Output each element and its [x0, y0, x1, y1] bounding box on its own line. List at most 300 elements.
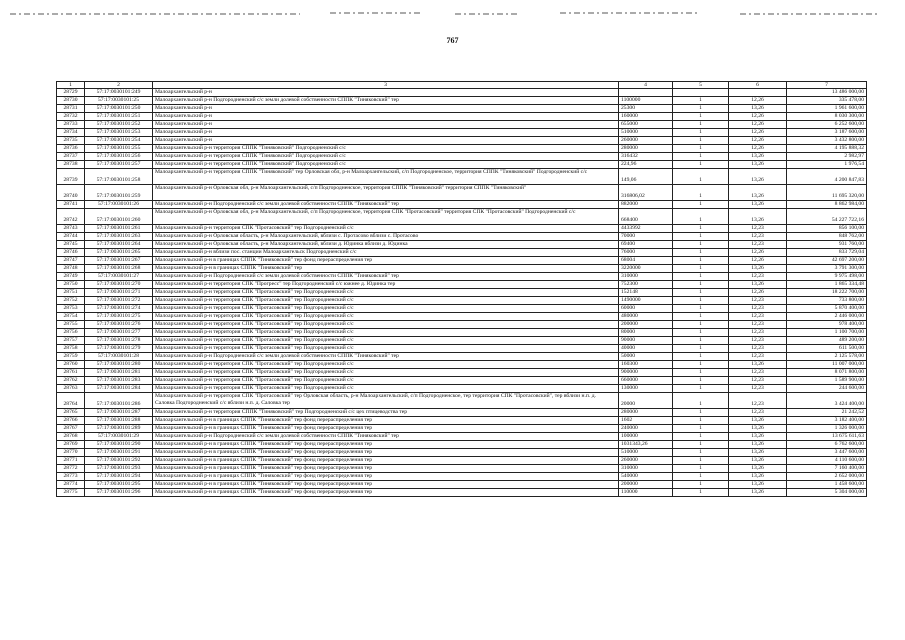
row-number: 28766 — [57, 417, 85, 425]
cadastral-number: 57:17:0030101:283 — [85, 377, 153, 385]
table-row — [57, 137, 867, 145]
scan-edge-marks — [0, 8, 905, 22]
cadastral-value: 54 227 722,16 — [787, 209, 867, 225]
rate-value: 12,26 — [729, 97, 787, 105]
table-row — [57, 129, 867, 137]
share-value — [673, 89, 729, 97]
table-row — [57, 313, 867, 321]
location-description: Малоархангельский р-н Подгородненский с/с земли долевой собственности СППК "Тиняковский" тер — [153, 201, 619, 209]
rate-value: 13,26 — [729, 361, 787, 369]
cadastral-value: 978 400,00 — [787, 321, 867, 329]
cadastral-value: 4 200 847,83 — [787, 169, 867, 185]
cadastral-value: 5 304 000,00 — [787, 489, 867, 497]
cadastral-number: 57:17:0030101:293 — [85, 465, 153, 473]
area-value: 1602 — [619, 417, 673, 425]
rate-value: 12,23 — [729, 409, 787, 417]
rate-value: 12,23 — [729, 385, 787, 393]
location-description: Малоархангельский р-н территория СПК "Протасовский" тер Подгородненский с/с — [153, 305, 619, 313]
row-number: 28758 — [57, 345, 85, 353]
cadastral-number: 57:17:0030101:257 — [85, 161, 153, 169]
row-number: 28730 — [57, 97, 85, 105]
area-value: 68004 — [619, 257, 673, 265]
table-row — [57, 105, 867, 113]
cadastral-value: 3 447 600,00 — [787, 449, 867, 457]
area-value: 280000 — [619, 409, 673, 417]
header-col-2: 2 — [85, 82, 153, 89]
area-value: 149,06 — [619, 169, 673, 185]
area-value: 668400 — [619, 209, 673, 225]
cadastral-value: 833 729,04 — [787, 249, 867, 257]
cadastral-value: 1 589 900,00 — [787, 377, 867, 385]
cadastral-value: 13 675 611,63 — [787, 433, 867, 441]
row-number: 28738 — [57, 161, 85, 169]
share-value: 1 — [673, 433, 729, 441]
rate-value: 12,23 — [729, 353, 787, 361]
cadastral-value: 1 961 600,00 — [787, 105, 867, 113]
row-number: 28745 — [57, 241, 85, 249]
table-row — [57, 369, 867, 377]
share-value: 1 — [673, 273, 729, 281]
table-row — [57, 337, 867, 345]
cadastral-value: 3 791 300,00 — [787, 265, 867, 273]
rate-value: 13,26 — [729, 265, 787, 273]
share-value: 1 — [673, 233, 729, 241]
cadastral-value: 4 195 888,32 — [787, 145, 867, 153]
area-value: 510000 — [619, 129, 673, 137]
table-row — [57, 265, 867, 273]
cadastral-number: 57:17:0030101:296 — [85, 489, 153, 497]
rate-value: 13,26 — [729, 465, 787, 473]
rate-value: 12,23 — [729, 233, 787, 241]
row-number: 28751 — [57, 289, 85, 297]
row-number: 28772 — [57, 465, 85, 473]
cadastral-value: 11 695 320,00 — [787, 185, 867, 201]
cadastral-number: 57:17:0030101:25 — [85, 97, 153, 105]
row-number: 28759 — [57, 353, 85, 361]
area-value: 260000 — [619, 137, 673, 145]
cadastral-number: 57:17:0030101:274 — [85, 305, 153, 313]
rate-value: 13,26 — [729, 417, 787, 425]
table-row — [57, 417, 867, 425]
location-description: Малоархангельский р-н вблизи пос. станции Малоархангельск Подгородненский с/с — [153, 249, 619, 257]
share-value: 1 — [673, 129, 729, 137]
row-number: 28743 — [57, 225, 85, 233]
area-value: 752300 — [619, 281, 673, 289]
cadastral-number: 57:17:0030101:275 — [85, 313, 153, 321]
row-number: 28756 — [57, 329, 85, 337]
rate-value: 12,23 — [729, 297, 787, 305]
cadastral-number: 57:17:0030101:291 — [85, 449, 153, 457]
cadastral-number: 57:17:0030101:251 — [85, 113, 153, 121]
cadastral-value: 1 100 700,00 — [787, 329, 867, 337]
cadastral-number: 57:17:0030101:276 — [85, 321, 153, 329]
rate-value: 12,23 — [729, 225, 787, 233]
cadastral-number: 57:17:0030101:287 — [85, 409, 153, 417]
row-number: 28737 — [57, 153, 85, 161]
table-row — [57, 233, 867, 241]
row-number: 28762 — [57, 377, 85, 385]
row-number: 28733 — [57, 121, 85, 129]
cadastral-number: 57:17:0030101:26 — [85, 201, 153, 209]
table-row — [57, 89, 867, 97]
area-value: 152148 — [619, 289, 673, 297]
row-number: 28729 — [57, 89, 85, 97]
rate-value: 12,23 — [729, 377, 787, 385]
table-row — [57, 489, 867, 497]
header-col-7: 7 — [787, 82, 867, 89]
table-row — [57, 425, 867, 433]
location-description: Малоархангельский р-н в границах СППК "Тиняковский" тер фонд перераспределения тер — [153, 449, 619, 457]
cadastral-value: 3 182 400,00 — [787, 417, 867, 425]
table-row — [57, 481, 867, 489]
area-value: 160000 — [619, 113, 673, 121]
cadastral-value: 8 071 800,00 — [787, 369, 867, 377]
row-number: 28773 — [57, 473, 85, 481]
cadastral-number: 57:17:0030101:284 — [85, 385, 153, 393]
row-number: 28750 — [57, 281, 85, 289]
area-value: 50000 — [619, 353, 673, 361]
share-value: 1 — [673, 345, 729, 353]
cadastral-value: 611 500,00 — [787, 345, 867, 353]
location-description: Малоархангельский р-н Орловская область, р-н Малоархангельский, вблизи д. Юдинка вблизи д. Юдинка — [153, 241, 619, 249]
row-number: 28774 — [57, 481, 85, 489]
cadastral-value: 2 652 000,00 — [787, 473, 867, 481]
share-value: 1 — [673, 457, 729, 465]
rate-value: 12,26 — [729, 249, 787, 257]
location-description: Малоархангельский р-н территория СПК "Протасовский" тер Подгородненский с/с — [153, 337, 619, 345]
cadastral-number: 57:17:0030101:254 — [85, 137, 153, 145]
share-value: 1 — [673, 113, 729, 121]
row-number: 28771 — [57, 457, 85, 465]
area-value: 60000 — [619, 305, 673, 313]
rate-value: 13,26 — [729, 105, 787, 113]
share-value: 1 — [673, 329, 729, 337]
area-value: 4433992 — [619, 225, 673, 233]
cadastral-value: 2 982,97 — [787, 153, 867, 161]
rate-value: 13,26 — [729, 433, 787, 441]
share-value: 1 — [673, 337, 729, 345]
share-value: 1 — [673, 377, 729, 385]
rate-value: 13,26 — [729, 161, 787, 169]
location-description: Малоархангельский р-н территория СПК "Прогресс" тер Подгородненский с/с южнее д. Юдинка тер — [153, 281, 619, 289]
cadastral-value: 5 870 400,00 — [787, 305, 867, 313]
share-value: 1 — [673, 409, 729, 417]
location-description: Малоархангельский р-н — [153, 121, 619, 129]
area-value: 80000 — [619, 329, 673, 337]
table-row — [57, 345, 867, 353]
share-value: 1 — [673, 169, 729, 185]
cadastral-number: 57:17:0030101:255 — [85, 145, 153, 153]
location-description: Малоархангельский р-н в границах СППК "Тиняковский" тер фонд перераспределения тер — [153, 465, 619, 473]
location-description: Малоархангельский р-н территория СППК "Тиняковский" тер Орловская обл, р-н Малоархангельский, с/п Подгородненское, территория СППК "Тиняковский" Подгородненский с/с — [153, 169, 619, 185]
area-value: 882000 — [619, 201, 673, 209]
location-description: Малоархангельский р-н — [153, 129, 619, 137]
cadastral-value: 9 975 498,00 — [787, 273, 867, 281]
header-col-1: 1 — [57, 82, 85, 89]
location-description: Малоархангельский р-н территория СПК "Протасовский" тер Подгородненский с/с — [153, 377, 619, 385]
share-value: 1 — [673, 385, 729, 393]
table-row — [57, 297, 867, 305]
rate-value: 13,26 — [729, 169, 787, 185]
share-value: 1 — [673, 265, 729, 273]
row-number: 28760 — [57, 361, 85, 369]
cadastral-value: 2 125 578,00 — [787, 353, 867, 361]
location-description: Малоархангельский р-н территория СПК "Протасовский" тер Подгородненский с/с — [153, 369, 619, 377]
cadastral-number: 57:17:0030101:250 — [85, 105, 153, 113]
cadastral-number: 57:17:0030101:27 — [85, 273, 153, 281]
cadastral-number: 57:17:0030101:265 — [85, 249, 153, 257]
cadastral-value: 3 187 600,00 — [787, 129, 867, 137]
rate-value: 12,23 — [729, 345, 787, 353]
cadastral-number: 57:17:0030101:253 — [85, 129, 153, 137]
header-col-6: 6 — [729, 82, 787, 89]
area-value: 280000 — [619, 145, 673, 153]
cadastral-number: 57:17:0030101:261 — [85, 225, 153, 233]
table-row — [57, 465, 867, 473]
row-number: 28752 — [57, 297, 85, 305]
location-description: Малоархангельский р-н в границах СППК "Тиняковский" тер фонд перераспределения тер — [153, 489, 619, 497]
cadastral-value: 18 222 700,00 — [787, 289, 867, 297]
rate-value: 13,26 — [729, 473, 787, 481]
rate-value: 13,26 — [729, 185, 787, 201]
row-number: 28742 — [57, 209, 85, 225]
row-number: 28740 — [57, 185, 85, 201]
rate-value: 12,23 — [729, 329, 787, 337]
rate-value: 12,23 — [729, 393, 787, 409]
cadastral-value: 21 242,52 — [787, 409, 867, 417]
cadastral-value: 42 697 200,00 — [787, 257, 867, 265]
table-row — [57, 145, 867, 153]
area-value: 316432 — [619, 153, 673, 161]
rate-value: 12,26 — [729, 121, 787, 129]
cadastral-value: 4 110 600,00 — [787, 457, 867, 465]
location-description: Малоархангельский р-н территория СППК "Тиняковский" Подгородненский с/с — [153, 161, 619, 169]
share-value: 1 — [673, 313, 729, 321]
location-description: Малоархангельский р-н территория СПК "Протасовский" тер Подгородненский с/с — [153, 289, 619, 297]
area-value: 1100000 — [619, 97, 673, 105]
table-row — [57, 385, 867, 393]
row-number: 28754 — [57, 313, 85, 321]
area-value: 316806,02 — [619, 185, 673, 201]
area-value — [619, 89, 673, 97]
table-row — [57, 281, 867, 289]
location-description: Малоархангельский р-н — [153, 113, 619, 121]
area-value: 660000 — [619, 377, 673, 385]
area-value: 40000 — [619, 345, 673, 353]
share-value: 1 — [673, 257, 729, 265]
area-value: 510000 — [619, 449, 673, 457]
cadastral-number: 57:17:0030101:286 — [85, 393, 153, 409]
location-description: Малоархангельский р-н территория СПК "Протасовский" тер Подгородненский с/с — [153, 313, 619, 321]
location-description: Малоархангельский р-н территория СПК "Протасовский" тер Подгородненский с/с — [153, 345, 619, 353]
share-value: 1 — [673, 465, 729, 473]
location-description: Малоархангельский р-н — [153, 89, 619, 97]
table-row — [57, 153, 867, 161]
rate-value: 13,26 — [729, 489, 787, 497]
rate-value — [729, 89, 787, 97]
share-value: 1 — [673, 297, 729, 305]
rate-value: 12,26 — [729, 289, 787, 297]
cadastral-number: 57:17:0030101:252 — [85, 121, 153, 129]
row-number: 28765 — [57, 409, 85, 417]
cadastral-number: 57:17:0030101:280 — [85, 361, 153, 369]
location-description: Малоархангельский р-н в границах СППК "Тиняковский" тер фонд перераспределения тер — [153, 481, 619, 489]
share-value: 1 — [673, 209, 729, 225]
row-number: 28775 — [57, 489, 85, 497]
location-description: Малоархангельский р-н территория СППК "Тиняковский" Подгородненский с/с — [153, 153, 619, 161]
cadastral-number: 57:17:0030101:290 — [85, 441, 153, 449]
share-value: 1 — [673, 137, 729, 145]
row-number: 28744 — [57, 233, 85, 241]
rate-value: 12,26 — [729, 129, 787, 137]
location-description: Малоархангельский р-н в границах СППК "Тиняковский" тер фонд перераспределения тер — [153, 457, 619, 465]
location-description: Малоархангельский р-н территория СПК "Протасовский" тер Подгородненский с/с — [153, 321, 619, 329]
table-row — [57, 377, 867, 385]
table-row — [57, 409, 867, 417]
cadastral-value: 8 030 300,00 — [787, 113, 867, 121]
cadastral-value: 13 486 000,00 — [787, 89, 867, 97]
rate-value: 13,26 — [729, 481, 787, 489]
area-value: 1031343,26 — [619, 441, 673, 449]
rate-value: 12,23 — [729, 313, 787, 321]
cadastral-number: 57:17:0030101:281 — [85, 369, 153, 377]
row-number: 28757 — [57, 337, 85, 345]
location-description: Малоархангельский р-н в границах СППК "Тиняковский" тер фонд перераспределения тер — [153, 417, 619, 425]
header-col-3: 3 — [153, 82, 619, 89]
cadastral-number: 57:17:0030101:277 — [85, 329, 153, 337]
location-description: Малоархангельский р-н территория СПК "Протасовский" тер Подгородненский с/с — [153, 225, 619, 233]
cadastral-number: 57:17:0030101:258 — [85, 169, 153, 185]
rate-value: 12,26 — [729, 113, 787, 121]
share-value: 1 — [673, 473, 729, 481]
share-value: 1 — [673, 281, 729, 289]
cadastral-value: 1 326 000,00 — [787, 425, 867, 433]
table-row — [57, 353, 867, 361]
row-number: 28769 — [57, 441, 85, 449]
share-value: 1 — [673, 289, 729, 297]
rate-value: 13,26 — [729, 153, 787, 161]
table-row — [57, 169, 867, 185]
row-number: 28741 — [57, 201, 85, 209]
share-value: 1 — [673, 489, 729, 497]
location-description: Малоархангельский р-н территория СПК "Протасовский" тер Орловская область, р-н Малоархангельский, с/п Подгородненское, тер территория СПК "Протасовский", тер вблизи н.п. д. Саловка Подгородненский с/с вблизи н.п. д. Саловка тер — [153, 393, 619, 409]
location-description: Малоархангельский р-н территория СПК "Протасовский" тер Подгородненский с/с — [153, 361, 619, 369]
table-row — [57, 121, 867, 129]
share-value: 1 — [673, 425, 729, 433]
location-description: Малоархангельский р-н территория СППК "Тиняковский" тер Подгородненский с/с цех птицеводства тер — [153, 409, 619, 417]
area-value: 3220000 — [619, 265, 673, 273]
cadastral-number: 57:17:0030101:259 — [85, 185, 153, 201]
area-value: 224,96 — [619, 161, 673, 169]
table-row — [57, 289, 867, 297]
cadastral-value: 3 432 800,00 — [787, 137, 867, 145]
cadastral-number: 57:17:0030101:28 — [85, 353, 153, 361]
row-number: 28770 — [57, 449, 85, 457]
area-value: 130000 — [619, 385, 673, 393]
table-row — [57, 361, 867, 369]
cadastral-value: 6 762 600,00 — [787, 441, 867, 449]
rate-value: 13,26 — [729, 449, 787, 457]
table-row — [57, 433, 867, 441]
cadastral-number: 57:17:0030101:249 — [85, 89, 153, 97]
rate-value: 13,26 — [729, 425, 787, 433]
area-value: 110000 — [619, 489, 673, 497]
header-col-4: 4 — [619, 82, 673, 89]
area-value: 260000 — [619, 457, 673, 465]
row-number: 28768 — [57, 433, 85, 441]
location-description: Малоархангельский р-н Орловская область, р-н Малоархангельский, вблизи с. Протасово вблизи с. Протасово — [153, 233, 619, 241]
rate-value: 12,26 — [729, 257, 787, 265]
table-header-row — [57, 82, 867, 89]
area-value: 310000 — [619, 273, 673, 281]
cadastral-value: 1 458 600,00 — [787, 481, 867, 489]
cadastral-number: 57:17:0030101:268 — [85, 265, 153, 273]
share-value: 1 — [673, 97, 729, 105]
cadastral-value: 8 862 984,00 — [787, 201, 867, 209]
cadastral-number: 57:17:0030101:272 — [85, 297, 153, 305]
rate-value: 13,26 — [729, 209, 787, 225]
location-description: Малоархангельский р-н — [153, 105, 619, 113]
location-description: Малоархангельский р-н в границах СППК "Тиняковский" тер фонд перераспределения тер — [153, 441, 619, 449]
cadastral-value: 11 007 000,00 — [787, 361, 867, 369]
share-value: 1 — [673, 369, 729, 377]
area-value: 480000 — [619, 313, 673, 321]
row-number: 28748 — [57, 265, 85, 273]
cadastral-value: 856 100,00 — [787, 225, 867, 233]
rate-value: 13,26 — [729, 201, 787, 209]
share-value: 1 — [673, 449, 729, 457]
share-value: 1 — [673, 417, 729, 425]
table-row — [57, 209, 867, 225]
row-number: 28749 — [57, 273, 85, 281]
row-number: 28732 — [57, 113, 85, 121]
rate-value: 12,23 — [729, 337, 787, 345]
area-value: 69400 — [619, 241, 673, 249]
cadastral-value: 848 762,00 — [787, 233, 867, 241]
table-row — [57, 241, 867, 249]
share-value: 1 — [673, 481, 729, 489]
location-description: Малоархангельский р-н территория СППК "Тиняковский" Подгородненский с/с — [153, 145, 619, 153]
location-description: Малоархангельский р-н — [153, 137, 619, 145]
rate-value: 13,26 — [729, 441, 787, 449]
table-row — [57, 473, 867, 481]
location-description: Малоархангельский р-н Орловская обл, р-н Малоархангельский, с/п Подгородненское, территория СППК "Тиняковский" территория СППК "Тиняковский" — [153, 185, 619, 201]
area-value: 90000 — [619, 337, 673, 345]
row-number: 28746 — [57, 249, 85, 257]
area-value: 540000 — [619, 473, 673, 481]
cadastral-number: 57:17:0030101:288 — [85, 417, 153, 425]
area-value: 240000 — [619, 425, 673, 433]
row-number: 28761 — [57, 369, 85, 377]
area-value: 900000 — [619, 369, 673, 377]
location-description: Малоархангельский р-н в границах СППК "Тиняковский" тер фонд перераспределения тер — [153, 257, 619, 265]
table-row — [57, 321, 867, 329]
area-value: 655000 — [619, 121, 673, 129]
share-value: 1 — [673, 153, 729, 161]
share-value: 1 — [673, 393, 729, 409]
share-value: 1 — [673, 145, 729, 153]
cadastral-number: 57:17:0030101:289 — [85, 425, 153, 433]
cadastral-number: 57:17:0030101:263 — [85, 233, 153, 241]
cadastral-number: 57:17:0030101:270 — [85, 281, 153, 289]
cadastral-value: 1 976,54 — [787, 161, 867, 169]
cadastral-value: 733 800,00 — [787, 297, 867, 305]
cadastral-value: 335 478,00 — [787, 97, 867, 105]
table-row — [57, 201, 867, 209]
share-value: 1 — [673, 441, 729, 449]
share-value: 1 — [673, 241, 729, 249]
area-value: 100000 — [619, 433, 673, 441]
